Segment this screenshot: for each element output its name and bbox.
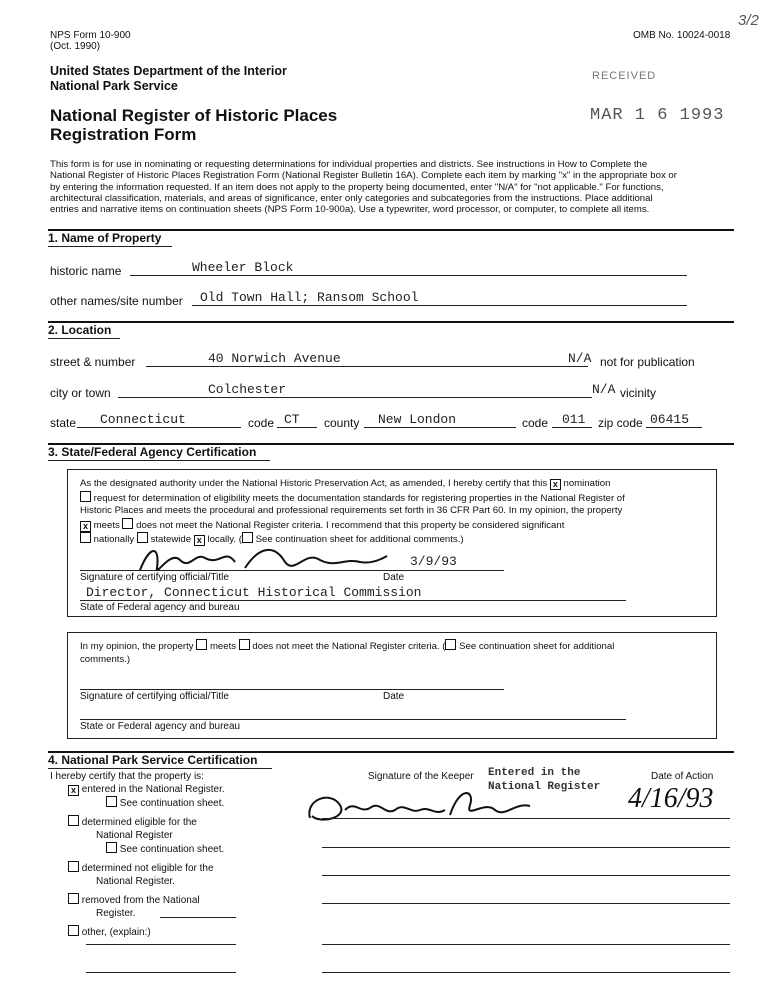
does-not-meet-checkbox[interactable] — [122, 518, 133, 529]
date-label: Date — [383, 572, 405, 583]
vicinity-label: vicinity — [620, 386, 657, 400]
option-label: other, (explain:) — [81, 927, 151, 938]
continuation-label: See continuation sheet for additional comments.) — [255, 534, 464, 546]
cert-text: Historic Places and meets the procedural and professional requirements set forth in 36 CFR Part 60. In my opinion, the property — [80, 505, 623, 517]
county-line — [364, 427, 516, 428]
nomination-checkbox[interactable]: x — [550, 479, 561, 490]
opinion-text: meets — [209, 641, 237, 652]
city-label: city or town — [50, 386, 111, 400]
see-continuation-checkbox-2[interactable] — [106, 842, 117, 853]
agency-line — [80, 600, 626, 601]
date-stamp: MAR 1 6 1993 — [590, 106, 725, 125]
section-1-heading: 1. Name of Property — [48, 231, 162, 245]
cert-text: request for determination of eligibility meets the documentation standards for registering properties in the National Register of — [93, 492, 625, 504]
form-number: NPS Form 10-900 — [50, 30, 131, 41]
agency-label: State of Federal agency and bureau — [80, 602, 240, 613]
intro-line: National Register of Historic Places Registration Form (National Register Bulletin 16A). Complete each item by marking "x" in the appropriate box or — [50, 170, 677, 182]
option-label: See continuation sheet. — [119, 798, 225, 809]
other-explain-line — [86, 972, 236, 973]
keeper-signature-label: Signature of the Keeper — [368, 771, 474, 782]
meets-checkbox[interactable]: x — [80, 521, 91, 532]
state-code-label: code — [248, 416, 275, 430]
historic-name-line — [130, 275, 687, 276]
street-line — [146, 366, 588, 367]
zip-field[interactable]: 06415 — [650, 412, 690, 427]
see-continuation-checkbox[interactable] — [106, 796, 117, 807]
form-title-line-1: National Register of Historic Places — [50, 106, 338, 125]
option-label: See continuation sheet. — [119, 844, 225, 855]
nps-options — [68, 783, 308, 939]
heading-underline — [48, 338, 120, 339]
state-certification-text — [80, 478, 700, 547]
option-label: entered in the National Register. — [81, 784, 225, 795]
keeper-signature — [300, 780, 550, 830]
street-na[interactable]: N/A — [568, 351, 592, 366]
nationally-label: nationally — [93, 534, 135, 546]
option-label: determined eligible for the — [81, 817, 197, 828]
intro-line: architectural classification, materials, and areas of significance, enter only categories and subcategories from the instructions. Place additional — [50, 192, 653, 204]
city-line — [118, 397, 592, 398]
entered-checkbox[interactable]: x — [68, 785, 79, 796]
opinion-not-meet-checkbox[interactable] — [239, 639, 250, 650]
city-na[interactable]: N/A — [592, 382, 616, 397]
county-label: county — [324, 416, 360, 430]
not-eligible-checkbox[interactable] — [68, 861, 79, 872]
corner-mark: 3/2 — [738, 12, 759, 29]
statewide-label: statewide — [150, 534, 192, 546]
county-field[interactable]: New London — [378, 412, 457, 427]
not-for-publication-label: not for publication — [600, 355, 695, 369]
keeper-line — [322, 944, 730, 945]
opinion-text: In my opinion, the property — [80, 641, 194, 652]
date-of-action-label: Date of Action — [651, 771, 714, 782]
historic-name-field[interactable]: Wheeler Block — [192, 260, 294, 275]
state-line — [77, 427, 241, 428]
county-code-line — [552, 427, 592, 428]
other-explain-line — [86, 944, 236, 945]
locally-checkbox[interactable]: x — [194, 535, 205, 546]
removed-checkbox[interactable] — [68, 893, 79, 904]
other-names-line — [192, 305, 687, 306]
street-label: street & number — [50, 355, 136, 369]
intro-line: by entering the information requested. If an item does not apply to the property being documented, enter "N/A" for "not applicable." For functions, — [50, 181, 664, 193]
zip-label: zip code — [598, 416, 643, 430]
instructions-paragraph — [50, 159, 750, 215]
city-field[interactable]: Colchester — [208, 382, 287, 397]
opinion-text: comments.) — [80, 653, 131, 665]
keeper-line — [322, 818, 730, 819]
heading-underline — [48, 460, 270, 461]
keeper-line — [322, 847, 730, 848]
cert-text: nomination — [563, 478, 611, 489]
request-checkbox[interactable] — [80, 491, 91, 502]
county-code-field[interactable]: 011 — [562, 412, 586, 427]
street-field[interactable]: 40 Norwich Avenue — [208, 351, 341, 366]
omb-number: OMB No. 10024-0018 — [633, 30, 731, 41]
cert-text: As the designated authority under the National Historic Preservation Act, as amended, I hereby certify that this — [80, 478, 548, 489]
keeper-action-date: 4/16/93 — [628, 783, 714, 814]
intro-line: This form is for use in nominating or requesting determinations for individual properties and districts. See instructions in How to Complete the — [50, 159, 648, 170]
commenting-official-text — [80, 639, 700, 666]
zip-line — [646, 427, 702, 428]
entered-stamp-line: Entered in the — [488, 767, 581, 779]
cert-text: meets — [93, 519, 120, 531]
entered-stamp-line: National Register — [488, 781, 601, 793]
state-code-field[interactable]: CT — [284, 412, 300, 427]
cert-text: does not meet the National Register criteria. I recommend that this property be considered significant — [136, 519, 565, 531]
county-code-label: code — [522, 416, 549, 430]
state-field[interactable]: Connecticut — [100, 412, 186, 427]
section-2-heading: 2. Location — [48, 323, 112, 337]
other-names-label: other names/site number — [50, 294, 183, 308]
option-label: Register. — [96, 908, 136, 919]
certification-date[interactable]: 3/9/93 — [410, 554, 457, 569]
dept-line-1: United States Department of the Interior — [50, 64, 287, 78]
heading-underline — [48, 768, 272, 769]
option-label: determined not eligible for the — [81, 863, 214, 874]
eligible-checkbox[interactable] — [68, 815, 79, 826]
received-stamp: RECEIVED — [592, 70, 657, 82]
agency-line — [80, 719, 626, 720]
form-date: (Oct. 1990) — [50, 41, 101, 52]
option-label: National Register — [96, 830, 173, 841]
keeper-line — [322, 903, 730, 904]
dept-line-2: National Park Service — [50, 79, 178, 93]
form-title-line-2: Registration Form — [50, 125, 197, 144]
signature-label: Signature of certifying official/Title — [80, 572, 229, 583]
option-label: removed from the National — [81, 895, 200, 906]
opinion-meets-checkbox[interactable] — [196, 639, 207, 650]
opinion-continuation-checkbox[interactable] — [445, 639, 456, 650]
section-3-heading: 3. State/Federal Agency Certification — [48, 445, 257, 459]
signature-line — [80, 570, 504, 571]
signature-line — [80, 689, 504, 690]
signature-label-2: Signature of certifying official/Title — [80, 691, 229, 702]
nationally-checkbox[interactable] — [80, 532, 91, 543]
option-label: National Register. — [96, 876, 175, 887]
opinion-text: does not meet the National Register criteria. ( — [252, 641, 446, 652]
heading-underline — [48, 246, 172, 247]
section-rule — [48, 321, 734, 323]
state-code-line — [277, 427, 317, 428]
other-explain-line — [160, 917, 236, 918]
locally-label: locally. ( — [207, 534, 242, 546]
section-4-heading: 4. National Park Service Certification — [48, 753, 258, 767]
certify-text: I hereby certify that the property is: — [50, 771, 204, 782]
keeper-line — [322, 875, 730, 876]
historic-name-label: historic name — [50, 264, 122, 278]
agency-label-2: State or Federal agency and bureau — [80, 721, 241, 732]
intro-line: entries and narrative items on continuation sheets (NPS Form 10-900a). Use a typewriter, word processor, or computer, to complete all items. — [50, 204, 650, 216]
other-names-field[interactable]: Old Town Hall; Ransom School — [200, 290, 419, 305]
state-label: state — [50, 416, 77, 430]
opinion-text: See continuation sheet for additional — [459, 641, 615, 652]
date-label-2: Date — [383, 691, 405, 702]
other-checkbox[interactable] — [68, 925, 79, 936]
keeper-line — [322, 972, 730, 973]
official-title-field[interactable]: Director, Connecticut Historical Commission — [86, 585, 422, 600]
